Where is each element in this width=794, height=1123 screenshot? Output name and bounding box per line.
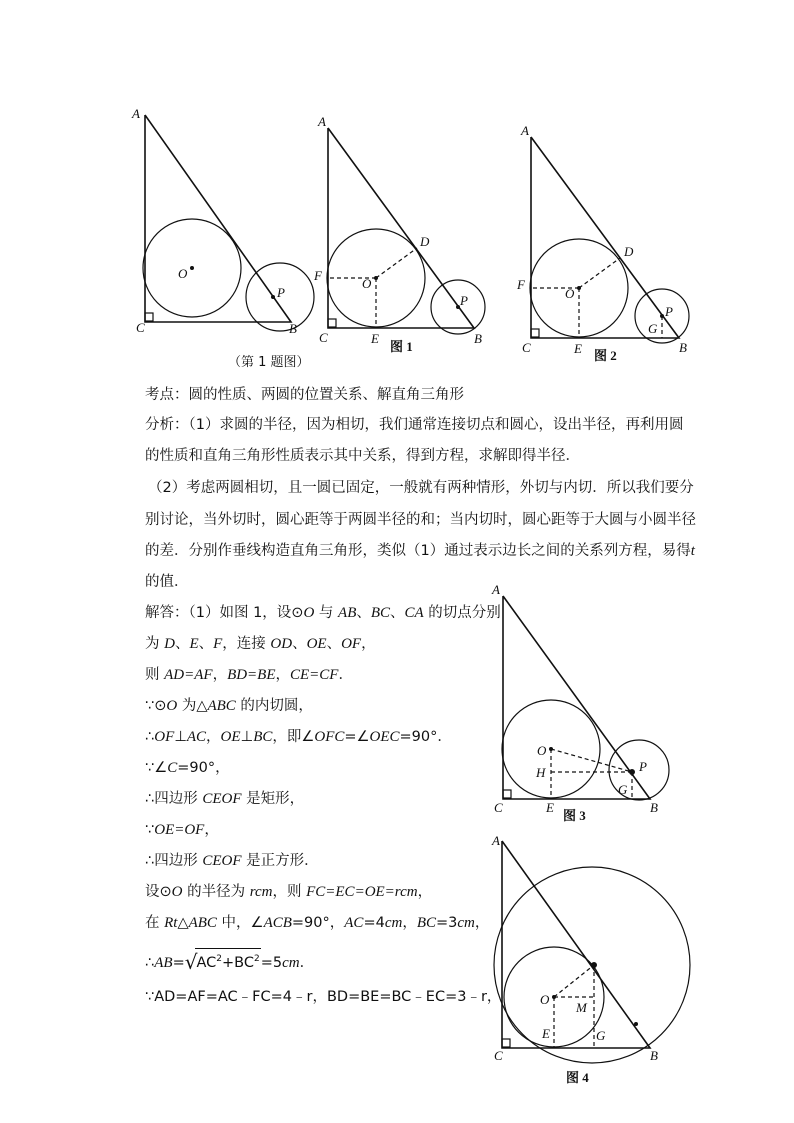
- jieda-line-10: [145, 882, 432, 902]
- text-run: ∴: [145, 729, 155, 745]
- label-d: D: [624, 244, 634, 259]
- text-run: 是正方形．: [241, 853, 319, 869]
- text-run: =90°，: [291, 915, 345, 931]
- var: ABC: [188, 915, 217, 931]
- text-run: 、: [292, 636, 307, 652]
- var: OEC: [369, 729, 400, 745]
- fenxi-line-3: （2）考虑两圆相切，且一圆已固定，一般就有两种情形，外切与内切．所以我们要分: [148, 480, 694, 496]
- label-b: B: [474, 331, 482, 346]
- center-o: [552, 995, 556, 999]
- figure-4: [491, 833, 690, 1085]
- text-run: ，: [212, 667, 228, 683]
- var: CE=CF: [290, 667, 339, 683]
- var: OF: [154, 729, 175, 745]
- point-p: [634, 1022, 638, 1026]
- segment-od: [579, 258, 620, 288]
- center-o: [374, 276, 378, 280]
- var: BC: [416, 915, 436, 931]
- label-h: H: [536, 765, 546, 780]
- text-run: ，: [402, 915, 417, 931]
- var: AB: [154, 955, 173, 971]
- center-o: [549, 747, 553, 751]
- text-run: 中，∠: [216, 915, 264, 931]
- text-run: 的内切圆，: [235, 698, 313, 714]
- text-run: =3: [435, 915, 458, 931]
- point-p: [660, 314, 664, 318]
- label-c: C: [494, 1048, 503, 1063]
- text-run: +: [222, 955, 235, 971]
- label-d: D: [420, 234, 430, 249]
- figure-1: [313, 114, 485, 354]
- jieda-line-11: [145, 913, 489, 933]
- text-run: ，: [206, 729, 221, 745]
- segment-op: [554, 965, 594, 997]
- segment-op: [551, 749, 632, 772]
- text-run: 、: [390, 605, 405, 621]
- text-run: ．: [299, 955, 315, 971]
- text-run: 、: [326, 636, 342, 652]
- var: BC: [253, 729, 273, 745]
- right-angle-mark: [503, 790, 511, 798]
- text-run: ∴四边形: [145, 853, 203, 869]
- label-a: A: [318, 114, 326, 129]
- right-angle-mark: [328, 319, 336, 327]
- var: OD: [270, 636, 293, 652]
- var: AC: [186, 729, 207, 745]
- sqrt-body: [195, 948, 260, 973]
- label-b: B: [679, 340, 687, 355]
- jieda-line-9: [145, 851, 319, 871]
- text-run: BC: [234, 955, 254, 971]
- label-c: C: [319, 330, 328, 345]
- var: cm: [457, 915, 475, 931]
- var: OE: [306, 636, 327, 652]
- fenxi-line-6: 的值．: [145, 574, 189, 590]
- text-run: ，连接: [222, 636, 271, 652]
- caption-fig2: 图 2: [594, 348, 617, 363]
- var: rcm: [249, 884, 273, 900]
- jieda-line-7: [145, 789, 304, 809]
- text-run: 为: [145, 636, 165, 652]
- var: CEOF: [202, 791, 242, 807]
- jieda-line-2: [145, 634, 376, 654]
- label-m: M: [576, 1000, 587, 1015]
- caption-fig3: 图 3: [563, 808, 586, 823]
- label-f: F: [314, 268, 322, 283]
- label-e: E: [546, 800, 554, 815]
- label-p: P: [277, 285, 285, 300]
- label-g: G: [596, 1028, 606, 1043]
- triangle-abc: [328, 128, 474, 328]
- var: ABC: [207, 698, 236, 714]
- var-t: t: [690, 543, 695, 559]
- var: O: [171, 884, 183, 900]
- sqrt-sign: √: [184, 950, 198, 974]
- var: CA: [404, 605, 424, 621]
- segment-od: [376, 248, 417, 278]
- label-p: P: [460, 293, 468, 308]
- jieda-line-4: [145, 696, 313, 716]
- label-a: A: [492, 582, 500, 597]
- caption-problem: （第 1 题图）: [228, 355, 310, 370]
- var: OFC: [314, 729, 345, 745]
- var: C: [167, 760, 178, 776]
- label-a: A: [521, 123, 529, 138]
- label-g: G: [618, 782, 628, 797]
- var: O: [303, 605, 315, 621]
- fenxi-line-5: [145, 541, 695, 561]
- triangle-abc: [531, 137, 679, 338]
- text-run: =90°，: [177, 760, 230, 776]
- text-run: =4: [363, 915, 385, 931]
- triangle-abc: [503, 596, 650, 799]
- var: cm: [282, 955, 300, 971]
- var: OE: [220, 729, 241, 745]
- jieda-line-5: [145, 727, 452, 747]
- triangle-abc: [502, 841, 650, 1048]
- text-run: ∵∠: [145, 760, 168, 776]
- point-p: [629, 769, 635, 775]
- fenxi-line-1: 分析：（1）求圆的半径，因为相切，我们通常连接切点和圆心，设出半径，再利用圆: [145, 417, 684, 433]
- var: BD=BE: [227, 667, 276, 683]
- label-o: O: [362, 276, 372, 291]
- text-run: =5: [260, 955, 283, 971]
- text-run: 设⊙: [145, 884, 172, 900]
- superscript: 2: [253, 954, 260, 964]
- right-angle-mark: [531, 329, 539, 337]
- jieda-line-8: [145, 820, 219, 840]
- label-b: B: [650, 800, 658, 815]
- label-g: G: [648, 321, 658, 336]
- center-o: [190, 266, 194, 270]
- right-angle-mark: [145, 313, 153, 321]
- text-run: ∵⊙: [145, 698, 167, 714]
- text-run: 则: [145, 667, 165, 683]
- jieda-line-6: [145, 758, 230, 778]
- text-run: 为△: [177, 698, 208, 714]
- text-run: 的差．分别作垂线构造直角三角形，类似（1）通过表示边长之间的关系列方程，易得: [145, 543, 691, 559]
- text-run: ．: [338, 667, 353, 683]
- jieda-line-3: [145, 665, 353, 685]
- label-b: B: [289, 321, 297, 336]
- jieda-line-12: [145, 948, 314, 973]
- text-run: =: [172, 955, 185, 971]
- figure-3: [491, 582, 669, 823]
- var: OF: [341, 636, 362, 652]
- label-o: O: [565, 286, 575, 301]
- var: FC=EC=OE=rcm: [306, 884, 418, 900]
- text-run: ，则: [272, 884, 307, 900]
- fenxi-line-4: 别讨论，当外切时，圆心距等于两圆半径的和；当内切时，圆心距等于大圆与小圆半径: [145, 512, 696, 528]
- superscript: 2: [216, 954, 222, 964]
- text-run: ，: [361, 636, 376, 652]
- jieda-line-13: ∵AD=AF=AC﹣FC=4﹣r，BD=BE=BC﹣EC=3﹣r，: [145, 989, 502, 1005]
- var: F: [213, 636, 223, 652]
- label-p: P: [639, 759, 647, 774]
- text-run: 在: [145, 915, 165, 931]
- label-o: O: [540, 992, 550, 1007]
- fenxi-line-2: 的性质和直角三角形性质表示其中关系，得到方程，求解即得半径．: [145, 448, 580, 464]
- label-c: C: [522, 340, 531, 355]
- label-a: A: [492, 833, 500, 848]
- var: OE=OF: [154, 822, 205, 838]
- var: D: [164, 636, 175, 652]
- text-run: 、: [198, 636, 214, 652]
- text-run: 、: [174, 636, 190, 652]
- label-f: F: [517, 277, 525, 292]
- label-c: C: [136, 320, 145, 335]
- var: ACB: [263, 915, 292, 931]
- label-p: P: [665, 304, 673, 319]
- text-run: 是矩形，: [241, 791, 305, 807]
- kaodian-line: 考点：圆的性质、两圆的位置关系、解直角三角形: [145, 387, 464, 403]
- label-e: E: [574, 341, 582, 356]
- text-run: ∴四边形: [145, 791, 203, 807]
- text-run: 的切点分别: [423, 605, 501, 621]
- caption-fig4: 图 4: [566, 1070, 589, 1085]
- right-angle-mark: [502, 1039, 510, 1047]
- label-o: O: [178, 266, 188, 281]
- var: AC: [344, 915, 364, 931]
- var: Rt: [164, 915, 178, 931]
- text-run: ⊥: [240, 729, 254, 745]
- jieda-line-1: [145, 603, 501, 623]
- triangle-abc: [145, 115, 291, 322]
- text-run: =∠: [344, 729, 370, 745]
- figure-2: [516, 123, 689, 363]
- var: CEOF: [202, 853, 242, 869]
- var: cm: [384, 915, 403, 931]
- text-run: 与: [314, 605, 339, 621]
- caption-fig1: 图 1: [390, 339, 413, 354]
- var: AD=AF: [164, 667, 213, 683]
- label-b: B: [650, 1048, 658, 1063]
- label-a: A: [132, 106, 140, 121]
- text-run: ，: [474, 915, 490, 931]
- point-p: [271, 295, 275, 299]
- text-run: ∴: [145, 955, 155, 971]
- text-run: ，即∠: [272, 729, 315, 745]
- var: O: [166, 698, 178, 714]
- label-e: E: [371, 331, 379, 346]
- text-run: =90°．: [399, 729, 452, 745]
- var: BC: [370, 605, 391, 621]
- text-run: ，: [417, 884, 433, 900]
- text-run: AC: [196, 955, 217, 971]
- point-tangent: [591, 962, 597, 968]
- label-c: C: [494, 800, 503, 815]
- text-run: ，: [275, 667, 291, 683]
- label-e: E: [542, 1026, 550, 1041]
- var: AB: [338, 605, 357, 621]
- label-o: O: [537, 743, 547, 758]
- text-run: ，: [204, 822, 219, 838]
- text-run: 、: [356, 605, 371, 621]
- var: E: [189, 636, 199, 652]
- text-run: ∵: [145, 822, 155, 838]
- text-run: 的半径为: [182, 884, 250, 900]
- figure-problem: [131, 106, 314, 370]
- text-run: 解答：（1）如图 1，设⊙: [145, 605, 304, 621]
- text-run: △: [177, 915, 189, 931]
- center-o: [577, 286, 581, 290]
- text-run: ⊥: [174, 729, 187, 745]
